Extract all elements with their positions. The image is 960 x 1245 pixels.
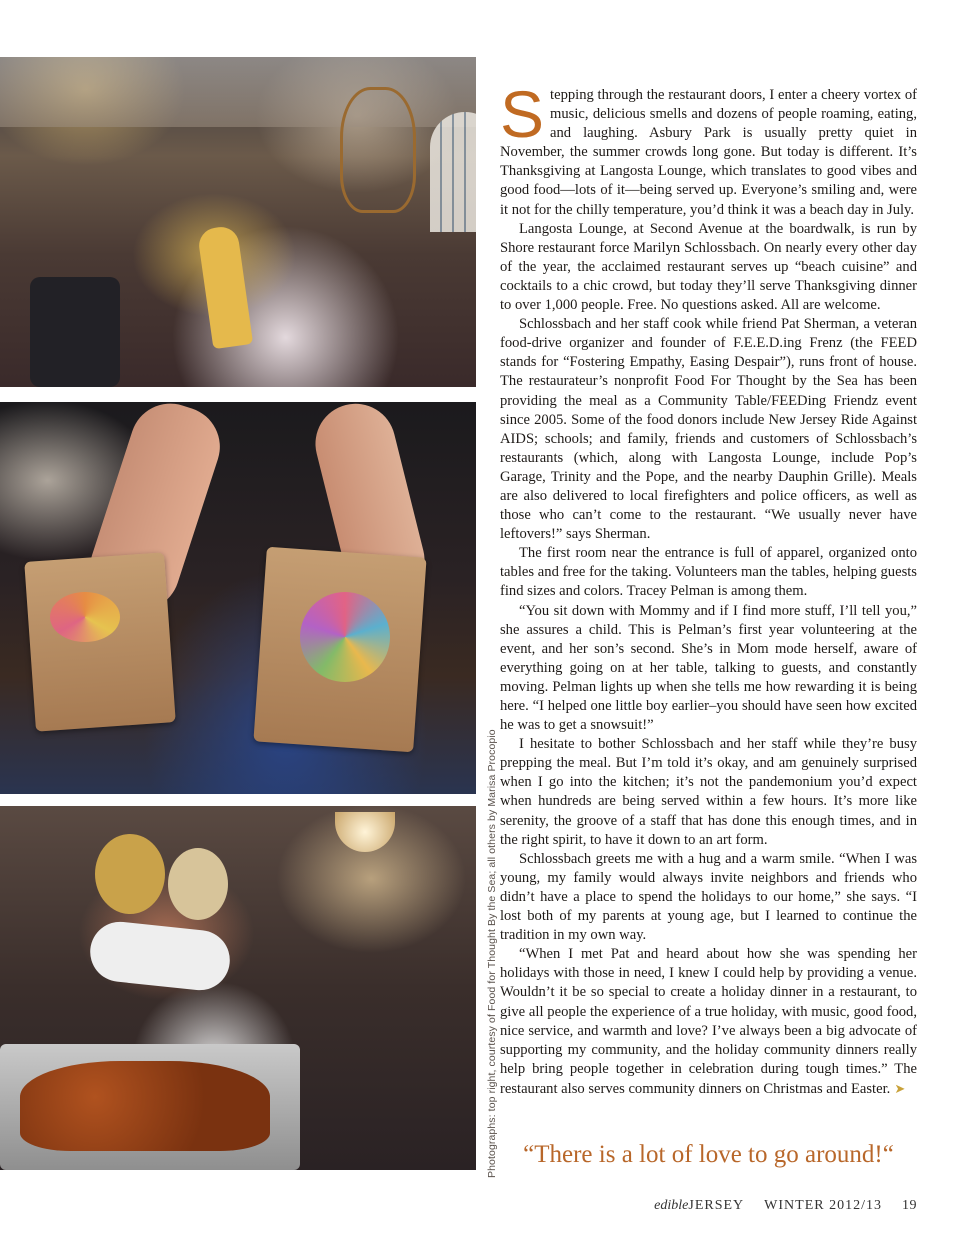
publication-name-edible: edible xyxy=(654,1198,689,1213)
continue-arrow-icon: ➤ xyxy=(894,1080,906,1096)
issue-season: WINTER 2012/13 xyxy=(764,1198,882,1213)
photo-arched-window xyxy=(430,112,476,232)
publication-name-jersey: JERSEY xyxy=(688,1198,745,1213)
article-paragraph: Schlossbach greets me with a hug and a warm smile. “When I was young, my family would always invite neighbors and friends who didn’t have a place to spend the holidays to our home,” she says. “I lost both of my parents at young age, but I learned to continue the tradition in my own way. xyxy=(500,850,917,944)
pull-quote: “There is a lot of love to go around!“ xyxy=(523,1141,894,1168)
photo-turkey-drawing xyxy=(300,592,390,682)
article-paragraph: “You sit down with Mommy and if I find more stuff, I’ll tell you,” she assures a child. This is Pelman’s first year volunteering at the event, and her son’s second. She’s in Mom mode herself, aware of everything going on at her table, talking to guests, and constantly moving. Pelman lights up when she tells me how rewarding it is being here. “I helped one little boy earlier–you should have seen how excited he was to get a snowsuit!” xyxy=(500,602,917,734)
photo-lamp xyxy=(335,812,395,852)
page-number: 19 xyxy=(902,1198,917,1213)
photo-credit: Photographs: top right, courtesy of Food for Thought By the Sea; all others by Marisa Procopio xyxy=(486,729,498,1178)
photo-decorated-bags xyxy=(0,402,476,794)
article-paragraph: Langosta Lounge, at Second Avenue at the boardwalk, is run by Shore restaurant force Marilyn Schlossbach. On nearly every other day of the year, the acclaimed restaurant serves up “beach cuisine” and cocktails to a chic crowd, but today they’ll serve Thanksgiving dinner to over 1,000 people. Free. No questions asked. All are welcome. xyxy=(500,220,917,314)
photo-server xyxy=(95,834,165,914)
page-footer xyxy=(500,1198,917,1214)
photo-paper-bag xyxy=(24,552,176,731)
photo-server xyxy=(168,848,228,920)
article-paragraph: The first room near the entrance is full of apparel, organized onto tables and free for the taking. Volunteers man the tables, helping guests find sizes and colors. Tracey Pelman is among them. xyxy=(500,545,917,600)
photo-chair xyxy=(30,277,120,387)
photo-stuffed-giraffe xyxy=(197,225,253,349)
article-paragraph: Schlossbach and her staff cook while friend Pat Sherman, a veteran food-drive organizer and founder of F.E.E.D.ing Frenz (the FEED stands for “Fostering Empathy, Easing Despair”), runs front of house. The restaurateur’s nonprofit Food For Thought by the Sea has been providing the meal as a Community Table/FEEDing Friendz event since 2005. Some of the food donors include New Jersey Ride Against AIDS; schools; and family, friends and customers of Schlossbach’s restaurants (which, along with Langosta Lounge, include Pop’s Garage, Trinity and the Pope, and the nearby Dauphin Grille). Meals are also delivered to local firefighters and police officers, as well as those who can’t come to the restaurant. “We usually never have leftovers!” says Sherman. xyxy=(500,316,917,543)
photo-food xyxy=(20,1061,270,1151)
photo-turkey-drawing xyxy=(50,592,120,642)
drop-cap: S xyxy=(500,77,545,151)
photo-hanging-lamp xyxy=(340,87,416,213)
photo-gloved-hand xyxy=(87,919,233,993)
article-paragraph: Stepping through the restaurant doors, I enter a cheery vortex of music, delicious smells and dozens of people roaming, eating, and laughing. Asbury Park is usually pretty quiet in November, the summer crowds long gone. But today is different. It’s Thanksgiving at Langosta Lounge, which translates to good vibes and good food—lots of it—being served up. Everyone’s smiling and, were it not for the chilly temperature, you’d think it was a beach day in July. xyxy=(500,77,917,218)
photo-serving-food xyxy=(0,806,476,1170)
photo-restaurant-dining-room xyxy=(0,57,476,387)
article-body xyxy=(500,77,917,1099)
article-paragraph: “When I met Pat and heard about how she was spending her holidays with those in need, I knew I could help by providing a venue. Wouldn’t it be so special to create a holiday dinner in a restaurant, to give all people the experience of a true holiday, with music, good food, nice service, and warmth and love? I’ve always been a big advocate of supporting my community, and the holiday community dinners really help bring people together in celebration during tough times.” The restaurant also serves community dinners on Christmas and Easter. ➤ xyxy=(500,946,917,1097)
article-paragraph: I hesitate to bother Schlossbach and her staff while they’re busy prepping the meal. But I’m told it’s okay, and am genuinely surprised when I go into the kitchen; it’s not the pandemonium you’d expect when hundreds are being served within a few hours. It’s more like serenity, the groove of a staff that has done this enough times, and in the right spirit, to have it down to an art form. xyxy=(500,736,917,848)
